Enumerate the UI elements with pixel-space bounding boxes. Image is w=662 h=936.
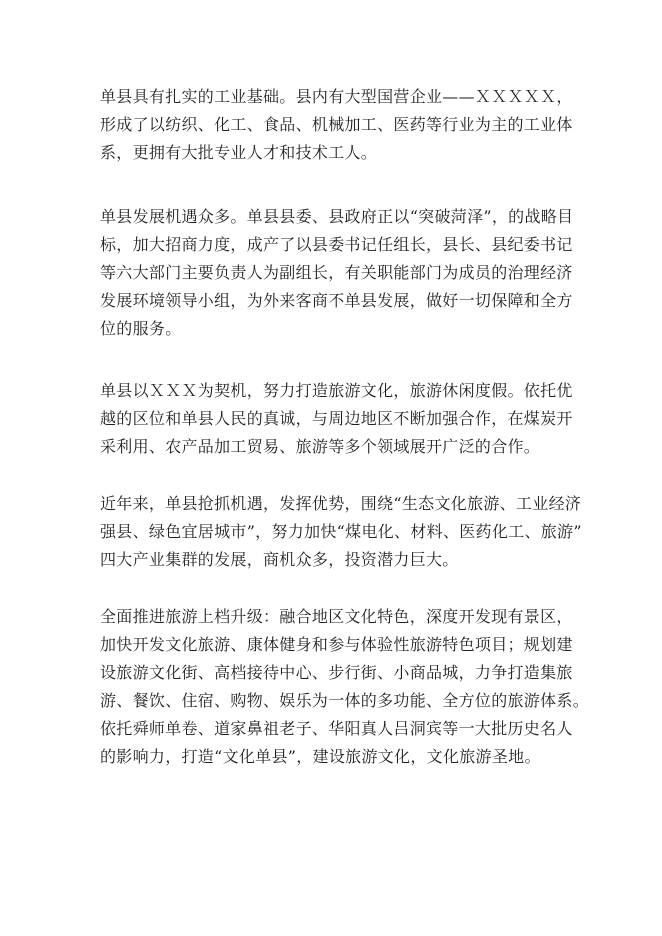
text-line: 单县具有扎实的工业基础。县内有大型国营企业——ＸＸＸＸＸ， [100, 87, 573, 106]
text-line: 游、餐饮、住宿、购物、娱乐为一体的多功能、全方位的旅游体系。 [100, 691, 590, 710]
text-line: 近年来，单县抢抓机遇，发挥优势，围绕“生态文化旅游、工业经济 [100, 494, 582, 513]
text-line: 单县发展机遇众多。单县县委、县政府正以“突破菏泽”，的战略目 [100, 207, 574, 226]
text-line: 的影响力，打造“文化单县”，建设旅游文化，文化旅游圣地。 [100, 747, 541, 766]
text-line: 依托舜师单卷、道家鼻祖老子、华阳真人吕洞宾等一大批历史名人 [100, 719, 573, 738]
text-line: 强县、绿色宜居城市”，努力加快“煤电化、材料、医药化工、旅游” [100, 522, 582, 541]
paragraph-tourism-upgrade [100, 603, 590, 771]
text-line: 发展环境领导小组，为外来客商不单县发展，做好一切保障和全方 [100, 291, 573, 310]
text-line: 单县以ＸＸＸ为契机，努力打造旅游文化，旅游休闲度假。依托优 [100, 381, 573, 400]
text-line: 位的服务。 [100, 319, 182, 338]
text-line: 等六大部门主要负责人为副组长，有关职能部门为成员的治理经济 [100, 263, 573, 282]
paragraph-development-opportunities [100, 203, 574, 343]
paragraph-tourism-culture [100, 377, 573, 461]
text-line: 越的区位和单县人民的真诚，与周边地区不断加强合作，在煤炭开 [100, 409, 573, 428]
text-line: 设旅游文化街、高档接待中心、步行街、小商品城，力争打造集旅 [100, 663, 573, 682]
paragraph-recent-years [100, 490, 582, 574]
text-line: 标，加大招商力度，成产了以县委书记任组长，县长、县纪委书记 [100, 235, 573, 254]
text-line: 形成了以纺织、化工、食品、机械加工、医药等行业为主的工业体 [100, 115, 573, 134]
paragraph-industrial-base [100, 83, 573, 167]
text-line: 全面推进旅游上档升级：融合地区文化特色，深度开发现有景区， [100, 607, 573, 626]
text-line: 采利用、农产品加工贸易、旅游等多个领域展开广泛的合作。 [100, 437, 541, 456]
text-line: 系，更拥有大批专业人才和技术工人。 [100, 143, 378, 162]
text-line: 四大产业集群的发展，商机众多，投资潜力巨大。 [100, 550, 459, 569]
text-line: 加快开发文化旅游、康体健身和参与体验性旅游特色项目；规划建 [100, 635, 573, 654]
